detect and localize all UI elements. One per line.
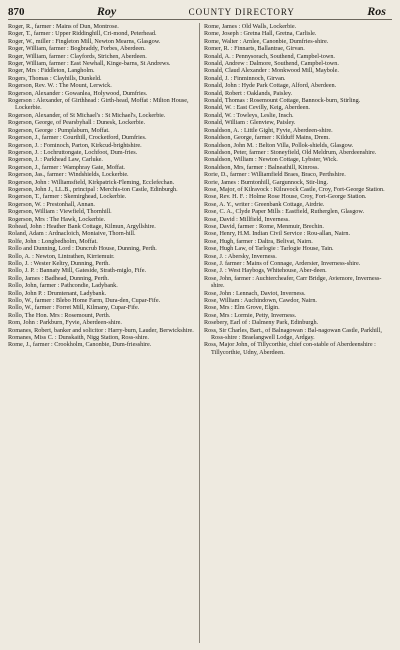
directory-entry: Rose, C. A., Clyde Paper Mills : Eastfield, Rutherglen, Glasgow. [204,208,365,216]
page-title: COUNTY DIRECTORY [188,7,295,17]
directory-entry: Rose, David : Millfield, Inverness. [204,215,290,223]
directory-entry: Rose, William : Auchindown, Cawdor, Nairn. [204,297,317,305]
directory-entry: Rollo, A. : Newton, Lintrathen, Kirriemuir. [8,252,115,260]
directory-entry: Ronaldson, George, farmer : Kilduff Mains, Drem. [204,134,330,142]
directory-entry: Ross, Sir Charles, Bart., of Balnagowan : Bal-nagowan Castle, Parkhill, Ross-shire : Braelangwell Lodge, Ardgay. [204,326,382,342]
page-number: 870 [8,6,25,18]
directory-entry: Ronaldson, William : Newton Cottage, Lybster, Wick. [204,156,338,164]
directory-entry: Rose, Mrs : Lormie, Petty, Inverness. [204,311,297,319]
directory-entry: Rome, Joseph : Gretna Hall, Gretna, Carlisle. [204,30,317,38]
directory-entry: Rose, Major, of Kilravock : Kilravock Castle, Croy, Fort-George Station. [204,185,385,193]
directory-entry: Ronald, John : Hyde Park Cottage, Alford, Aberdeen. [204,82,337,90]
directory-entry: Rorie, James : Burntonhill, Gargunnock, Stir-ling. [204,178,329,186]
directory-entry: Rogerson, Rev. W. : The Mount, Lerwick. [8,82,112,90]
left-column [8,23,200,643]
directory-entry: Rolfe, John : Longbedholm, Moffat. [8,237,98,245]
directory-entry: Rogerson : Alexander, of Girthhead : Girth-head, Moffat : Milton House, Lockerbie. [8,97,189,112]
directory-entry: Ross, Major John, of Tillycorthie, chief con-stable of Aberdeenshire : Tillycorthie, Udny, Aberdeen. [204,341,376,356]
directory-entry: Ronald, A. : Pennysorach, Southend, Campbel-town. [204,52,335,60]
directory-entry: Rogerson, J., farmer : Courthill, Crocketford, Dumfries. [8,134,147,142]
directory-entry: Rogerson, J. : Fominoch, Parton, Kirkcud-brightshire. [8,141,142,149]
directory-entry: Ronaldson, John M. : Belton Villa, Pollok-shields, Glasgow. [204,141,354,149]
directory-entry: Rose, A. Y., writer : Greenbank Cottage, Airdrie. [204,200,325,208]
directory-entry: Rorie, D., farmer : Williamfield Braes, Braco, Perthshire. [204,171,346,179]
directory-entry: Ronaldson, Mrs, farmer : Balneathill, Kinross. [204,163,319,171]
directory-entry: Roger, Mrs : Fiddleton, Langholm. [8,67,95,75]
directory-entry: Rose, John : Lennach, Daviot, Inverness. [204,289,306,297]
directory-entry: Ronald, Thomas : Rosemount Cottage, Bannock-burn, Stirling. [204,97,361,105]
directory-entry: Rome, James : Old Walls, Lockerbie. [204,23,297,30]
directory-columns [8,23,392,643]
directory-entry: Romanes, Robert, banker and solicitor : Harry-burn, Lauder, Berwickshire. [8,326,194,334]
directory-entry: Rollo, W., farmer : Forret Mill, Kilmany, Cupar-Fife. [8,304,140,312]
directory-entry: Rollo, The Hon. Mrs : Rosemount, Perth. [8,311,111,319]
directory-entry: Ronald, Andrew : Dalmore, Southend, Campbel-town. [204,60,339,68]
directory-entry: Rollo, James : Badhead, Dunning, Perth. [8,274,109,282]
directory-entry: Roger, William, farmer : Clayfords, Strichen, Aberdeen. [8,52,147,60]
directory-entry: Rohead, John : Heather Bank Cottage, Kilmun, Argyllshire. [8,222,156,230]
directory-entry: Rogerson, George : Pumplaburn, Moffat. [8,126,110,134]
directory-entry: Rogerson, John J., LL.B., principal : Merchis-ton Castle, Edinburgh. [8,185,178,193]
directory-entry: Ronald, Robert : Oaklands, Paisley. [204,89,293,97]
directory-entry: Rogerson, Alexander, of St Michael's : St Michael's, Lockerbie. [8,111,166,119]
directory-entry: Ronaldson, Peter, farmer : Stoneyfield, Old Meldrum, Aberdeenshire. [204,148,377,156]
directory-entry: Ronald, W. : Towleys, Leslie, Insch. [204,111,294,119]
directory-entry: Roger, W., miller : Fingleton Mill, Newton Mearns, Glasgow. [8,37,161,45]
directory-entry: Rose, Hugh Law, of Tarlogie : Tarlogie House, Tain. [204,245,334,253]
directory-entry: Rogerson, T., farmer : Skemirghead, Lockerbie. [8,193,127,201]
directory-entry: Rogerson, J. : Parkhead Law, Carluke. [8,156,103,164]
directory-entry: Roger, T., farmer : Upper Riddinghill, Cri-mond, Peterhead. [8,30,157,38]
directory-entry: Rose, Rev. H. F. : Holme Rose House, Croy, Fort-George Station. [204,193,367,201]
directory-entry: Rogerson, George, of Pearsbyhall : Dunesk, Lockerbie. [8,119,146,127]
directory-entry: Ronald, Claud Alexander : Monkwood Mill, Maybole. [204,67,339,75]
directory-entry: Rogerson, W. : Prestonhall, Annan. [8,200,95,208]
directory-entry: Romanes, Miss C. : Dunskaith, Nigg Station, Ross-shire. [8,334,149,342]
directory-entry: Rose, Hugh, farmer : Daltra, Belivat, Nairn. [204,237,313,245]
directory-entry: Rollo, J. P. : Bannaty Mill, Gateside, Strath-miglo, Fife. [8,267,147,275]
right-column [204,23,392,643]
directory-entry: Rosebery, Earl of : Dalmeny Park, Edinburgh. [204,319,319,327]
directory-entry: Rose, David, farmer : Rome, Menmuir, Brechin. [204,222,324,230]
directory-entry: Rose, J. : West Haybogs, Whitehouse, Aber-deen. [204,267,327,275]
directory-entry: Rom, John : Parkburn, Fyvie, Aberdeen-shire. [8,319,122,327]
directory-entry: Rollo, John, farmer : Pathcondie, Ladybank. [8,282,118,290]
directory-entry: Rose, John, farmer : Auchtercheafer, Carr Bridge, Aviemore, Inverness-shire. [204,274,382,290]
directory-entry: Rose, J. farmer : Mains of Connage, Ardersier, Inverness-shire. [204,260,361,267]
directory-entry: Rose, Mrs : Elm Grove, Elgin. [204,304,280,312]
directory-entry: Roger, R., farmer : Mains of Dun, Montrose. [8,23,119,30]
running-name: Roy [96,4,117,18]
directory-entry: Rogerson, William : Viewfield, Thornhill. [8,208,112,216]
directory-entry: Ronaldson, A. : Little Gight, Fyvie, Aberdeen-shire. [204,126,333,134]
directory-entry: Rogerson, J., farmer : Wamphray Gate, Moffat. [8,163,125,171]
directory-entry: Rollo, W., farmer : Blebo Home Farm, Dura-den, Cupar-Fife. [8,297,161,305]
directory-entry: Rome, Walter : Arnlee, Canonbie, Dumfries-shire. [204,37,329,45]
directory-entry: Rollo, J. : Wester Keltry, Dunning, Perth. [8,260,110,267]
running-range: Ros [367,4,386,18]
directory-entry: Rose, Henry, H.M. Indian Civil Service : Rou-allan, Nairn. [204,230,351,238]
directory-entry: Rome, J., farmer : Crookholm, Canonbie, Dum-friesshire. [8,341,152,349]
directory-entry: Roland, Adam : Ardnacloich, Moniaive, Thorn-hill. [8,230,136,238]
directory-entry: Rogerson, J. : Lochruttongate, Lochfoot, Dum-fries. [8,148,138,156]
directory-entry: Roger, William, farmer : Bogbraddy, Forbes, Aberdeen. [8,45,146,53]
directory-entry: Rogerson, Mrs : The Hawk, Lockerbie. [8,215,106,223]
page-header [8,4,392,20]
directory-entry: Rose, J. : Abersky, Inverness. [204,252,277,260]
directory-entry: Roger, William, farmer : East Newhall, Kinge-barns, St Andrews. [8,60,171,68]
directory-entry: Romer, R. : Finnarts, Ballantrae, Girvan. [204,45,305,53]
directory-entry: Rogerson, Alexander : Gowanlea, Holywood, Dumfries. [8,89,148,97]
directory-entry: Ronald, W. : East Cevilly, Keig, Aberdeen. [204,104,310,112]
directory-entry: Rogerson, Jas., farmer : Windshields, Lockerbie. [8,171,129,179]
directory-entry: Rollo, John P. : Drumtenant, Ladybank. [8,289,107,297]
directory-entry: Rogerson, John : Williamsfield, Kirkpatrick-Fleming, Ecclefechan. [8,178,175,186]
directory-entry: Ronald, J. : Finminnoch, Girvan. [204,74,286,82]
directory-entry: Rollo and Dunning, Lord : Duncrub House, Dunning, Perth. [8,245,157,253]
directory-entry: Rogers, Thomas : Clayhills, Dunkeld. [8,74,102,82]
directory-entry: Ronald, William : Glenview, Paisley. [204,119,296,127]
